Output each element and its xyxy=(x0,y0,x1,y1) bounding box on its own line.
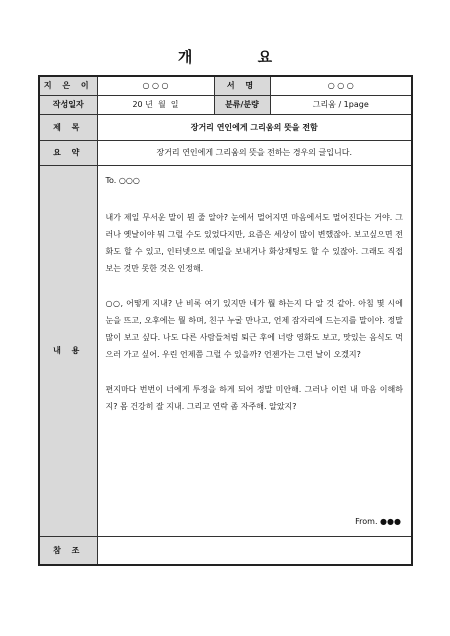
letter-paragraph-3: 편지마다 번번이 너에게 투정을 하게 되어 정말 미안해. 그러나 이런 내 마음 이해하지? 몸 건강히 잘 지내. 그리고 연락 좀 자주해. 알았지? xyxy=(105,384,403,411)
content-label: 내 용 xyxy=(39,165,97,536)
letter-paragraph-1: 내가 제일 무서운 말이 뭔 줄 알아? 눈에서 멀어지면 마음에서도 멀어진다는 거야. 그러나 옛날이야 뭐 그럴 수도 있었다지만, 요즘은 세상이 많이 변했잖아. 보고싶으면 전화도 할 수 있고, 인터넷으로 메일을 보내거나 화상채팅도 할 수 있잖아. 그래도 직접 보는 것만 못한 것은 인정해. xyxy=(105,212,403,273)
author-value: ○ ○ ○ xyxy=(97,76,214,95)
subject-label: 제 목 xyxy=(39,114,97,140)
date-label: 작성일자 xyxy=(39,95,97,114)
document-title: 개 요 xyxy=(177,48,303,66)
overview-form-table xyxy=(38,75,413,566)
content-body xyxy=(97,165,412,536)
signature-value: ○ ○ ○ xyxy=(270,76,412,95)
letter-closing: From. ●●● xyxy=(355,516,401,526)
reference-value xyxy=(97,536,412,565)
author-label: 지 은 이 xyxy=(39,76,97,95)
category-value: 그리움 / 1page xyxy=(270,95,412,114)
signature-label: 서 명 xyxy=(214,76,270,95)
summary-label: 요 약 xyxy=(39,140,97,165)
letter-paragraph-2: ○○, 어떻게 지내? 난 비록 여기 있지만 네가 뭘 하는지 다 알 것 같아. 아침 몇 시에 눈을 뜨고, 오후에는 뭘 하며, 친구 누굴 만나고, 언제 잠자리에 드는지를 말이야. 정말 많이 보고 싶다. 나도 다른 사람들처럼 퇴근 후에 너랑 영화도 보고, 맛있는 음식도 먹으러 가고 싶어. 우린 언제쯤 그럴 수 있을까? 언젠가는 그런 날이 오겠지? xyxy=(105,298,403,359)
summary-value: 장거리 연인에게 그리움의 뜻을 전하는 경우의 글입니다. xyxy=(97,140,412,165)
category-label: 분류/분량 xyxy=(214,95,270,114)
reference-label: 참 조 xyxy=(39,536,97,565)
subject-value: 장거리 연인에게 그리움의 뜻을 전함 xyxy=(97,114,412,140)
letter-greeting: To. ○○○ xyxy=(105,175,140,185)
date-value: 20 년 월 일 xyxy=(97,95,214,114)
